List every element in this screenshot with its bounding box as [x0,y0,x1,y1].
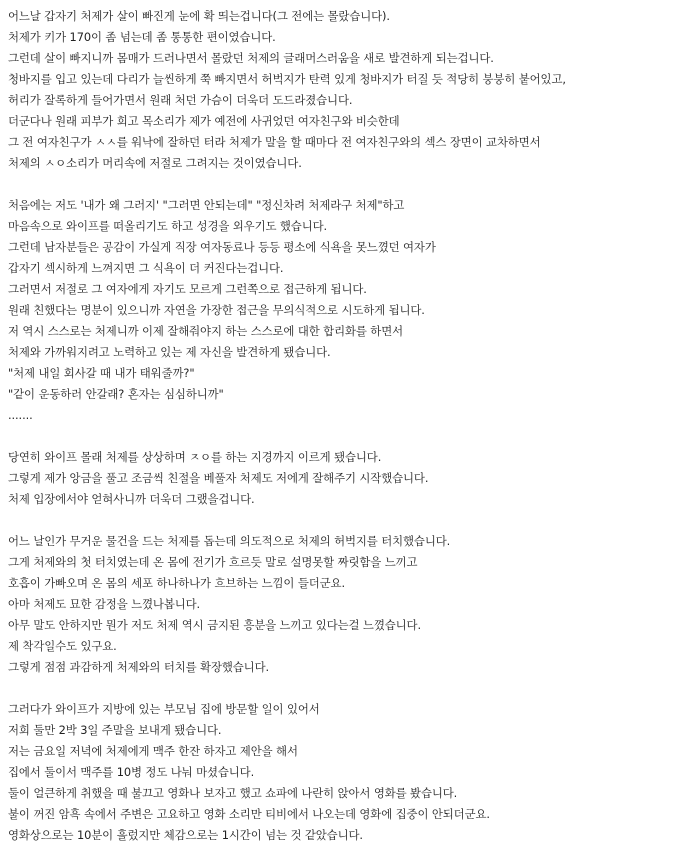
paragraph-5 [8,699,696,846]
dialogue-line: "같이 운동하러 안갈래? 혼자는 심심하니까" [8,387,224,401]
text-line: 저는 금요일 저녁에 처제에게 맥주 한잔 하자고 제안을 해서 [8,744,298,758]
text-line: 처제의 ㅅㅇ소리가 머리속에 저절로 그려지는 것이였습니다. [8,156,302,170]
text-line: 그런데 살이 빠지니까 몸매가 드러나면서 몰랐던 처제의 글래머스러움을 새로 발견하게 되는겁니다. [8,51,494,65]
text-line: 그렇게 점점 과감하게 처제와의 터치를 확장했습니다. [8,660,269,674]
paragraph-2 [8,195,696,426]
text-line: 마음속으로 와이프를 떠올리기도 하고 성경을 외우기도 했습니다. [8,219,328,233]
text-line: 그런데 남자분들은 공감이 가실게 직장 여자동료나 등등 평소에 식욕을 못느꼈던 여자가 [8,240,436,254]
text-line: 저 역시 스스로는 처제니까 이제 잘해줘야지 하는 스스로에 대한 합리화를 하면서 [8,324,404,338]
text-line: 처제와 가까워지려고 노력하고 있는 제 자신을 발견하게 됐습니다. [8,345,331,359]
text-line: 처제가 키가 170이 좀 넘는데 좀 통통한 편이였습니다. [8,30,276,44]
text-line: 어느날 갑자기 처제가 살이 빠진게 눈에 확 띄는겁니다(그 전에는 몰랐습니다). [8,9,390,23]
paragraph-spacer [8,510,696,531]
text-line: 아무 말도 안하지만 뭔가 저도 처제 역시 금지된 흥분을 느끼고 있다는걸 느꼈습니다. [8,618,421,632]
text-line: 호흡이 가빠오며 온 몸의 세포 하나하나가 흐브하는 느낌이 들더군요. [8,576,345,590]
text-line: 허리가 잘록하게 들어가면서 원래 처던 가슴이 더욱더 도드라졌습니다. [8,93,353,107]
text-line: 저희 둘만 2박 3일 주말을 보내게 됐습니다. [8,723,222,737]
paragraph-spacer [8,426,696,447]
text-line: 처제 입장에서야 얻혀사니까 더욱더 그랬을겁니다. [8,492,255,506]
text-line: 아마 처제도 묘한 감정을 느꼈나봅니다. [8,597,201,611]
post-body [8,6,696,846]
text-line: 원래 친했다는 명분이 있으니까 자연을 가장한 접근을 무의식적으로 시도하게 됩니다. [8,303,425,317]
paragraph-1 [8,6,696,174]
text-line: 둘이 얼큰하게 취했을 때 불끄고 영화나 보자고 했고 쇼파에 나란히 앉아서 영화를 봤습니다. [8,786,458,800]
text-line: 그러면서 저절로 그 여자에게 자기도 모르게 그런쪽으로 접근하게 됩니다. [8,282,367,296]
text-line: 처음에는 저도 '내가 왜 그러지' "그러면 안되는데" "정신차려 처제라구 처제"하고 [8,198,405,212]
text-line: 청바지를 입고 있는데 다리가 늘씬하게 쭉 빠지면서 허벅지가 탄력 있게 청바지가 터질 듯 적당히 붕붕히 붙어있고, [8,72,566,86]
text-line: 어느 날인가 무거운 물건을 드는 처제를 돕는데 의도적으로 처제의 허벅지를 터치했습니다. [8,534,451,548]
dialogue-line: "처제 내일 회사갈 때 내가 태워줄까?" [8,366,195,380]
text-line: 갑자기 섹시하게 느껴지면 그 식욕이 더 커진다는겁니다. [8,261,284,275]
text-line: 그 전 여자친구가 ㅅㅅ를 워낙에 잘하던 터라 처제가 말을 할 때마다 전 여자친구와의 섹스 장면이 교차하면서 [8,135,541,149]
text-line: 그게 처제와의 첫 터치였는데 온 몸에 전기가 흐르듯 말로 설명못할 짜릿함을 느끼고 [8,555,418,569]
text-line: 그러다가 와이프가 지방에 있는 부모님 집에 방문할 일이 있어서 [8,702,320,716]
ellipsis-line: ....... [8,408,33,422]
paragraph-spacer [8,174,696,195]
text-line: 집에서 둘이서 맥주를 10병 정도 나눠 마셨습니다. [8,765,255,779]
text-line: 더군다나 원래 피부가 희고 목소리가 제가 예전에 사귀었던 여자친구와 비슷한데 [8,114,400,128]
text-line: 그렇게 제가 앙금을 풀고 조금씩 친절을 베풀자 처제도 저에게 잘해주기 시작했습니다. [8,471,429,485]
paragraph-spacer [8,678,696,699]
paragraph-4 [8,531,696,678]
text-line: 제 착각일수도 있구요. [8,639,117,653]
paragraph-3 [8,447,696,510]
text-line: 불이 꺼진 암흑 속에서 주변은 고요하고 영화 소리만 티비에서 나오는데 영화에 집중이 안되더군요. [8,807,490,821]
text-line: 영화상으로는 10분이 흘렀지만 체감으로는 1시간이 넘는 것 같았습니다. [8,828,363,842]
text-line: 당연히 와이프 몰래 처제를 상상하며 ㅈㅇ를 하는 지경까지 이르게 됐습니다. [8,450,382,464]
